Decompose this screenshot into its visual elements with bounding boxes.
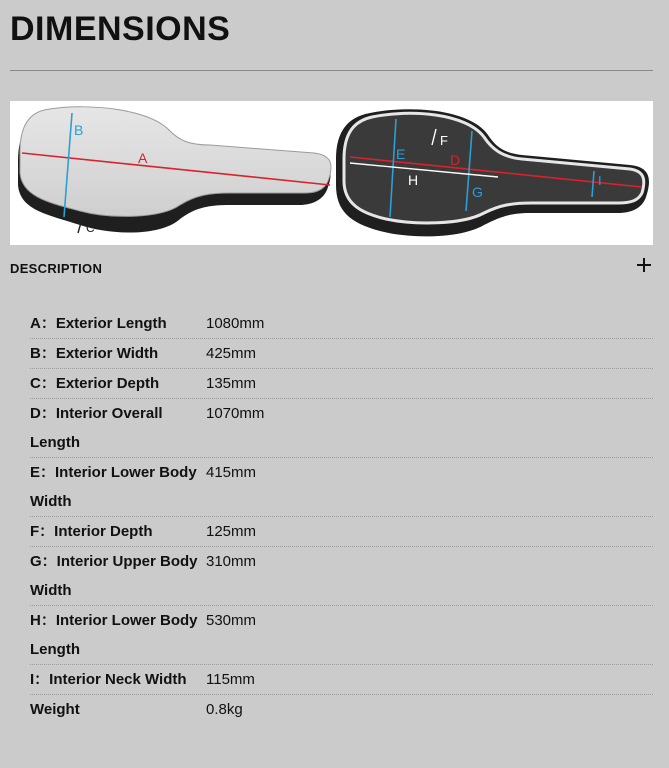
spec-label: H：Interior Lower Body Length <box>30 612 198 658</box>
diagram-label-d: D <box>450 152 461 168</box>
diagram-label-g: G <box>472 184 483 200</box>
spec-label: F：Interior Depth <box>30 523 153 540</box>
diagram-label-i: I <box>598 173 602 188</box>
spec-row <box>30 606 653 665</box>
interior-case <box>336 109 649 236</box>
spec-row <box>30 309 653 339</box>
spec-value: 115mm <box>206 671 255 688</box>
diagram-label-c: C <box>86 221 95 235</box>
description-accordion-header[interactable] <box>10 254 653 282</box>
plus-icon[interactable] <box>635 256 653 274</box>
spec-table <box>30 309 653 724</box>
spec-row <box>30 665 653 695</box>
case-dimension-diagram <box>10 101 653 245</box>
spec-value: 1080mm <box>206 315 265 332</box>
spec-label: C：Exterior Depth <box>30 375 160 392</box>
spec-value: 0.8kg <box>206 701 243 718</box>
spec-row <box>30 399 653 458</box>
description-label: DESCRIPTION <box>10 261 103 276</box>
diagram-label-b: B <box>74 122 84 138</box>
diagram-label-h: H <box>408 172 419 188</box>
spec-row <box>30 369 653 399</box>
spec-row <box>30 695 653 724</box>
diagram-svg <box>10 101 653 245</box>
spec-row <box>30 458 653 517</box>
diagram-label-e: E <box>396 146 406 162</box>
spec-row <box>30 517 653 547</box>
spec-value: 135mm <box>206 375 257 392</box>
page-title: DIMENSIONS <box>10 10 231 48</box>
spec-value: 530mm <box>206 612 257 629</box>
spec-value: 1070mm <box>206 405 265 422</box>
spec-label: I：Interior Neck Width <box>30 671 187 688</box>
diagram-label-a: A <box>138 150 148 166</box>
spec-label: D：Interior Overall Length <box>30 405 163 451</box>
spec-value: 415mm <box>206 464 257 481</box>
spec-label: Weight <box>30 701 80 718</box>
spec-label: G：Interior Upper Body Width <box>30 553 198 599</box>
spec-label: B：Exterior Width <box>30 345 159 362</box>
spec-row <box>30 547 653 606</box>
spec-label: E：Interior Lower Body Width <box>30 464 197 510</box>
diagram-label-f: F <box>440 133 448 148</box>
spec-label: A：Exterior Length <box>30 315 167 332</box>
spec-value: 310mm <box>206 553 257 570</box>
spec-value: 125mm <box>206 523 257 540</box>
title-divider <box>10 70 653 71</box>
spec-value: 425mm <box>206 345 257 362</box>
spec-row <box>30 339 653 369</box>
